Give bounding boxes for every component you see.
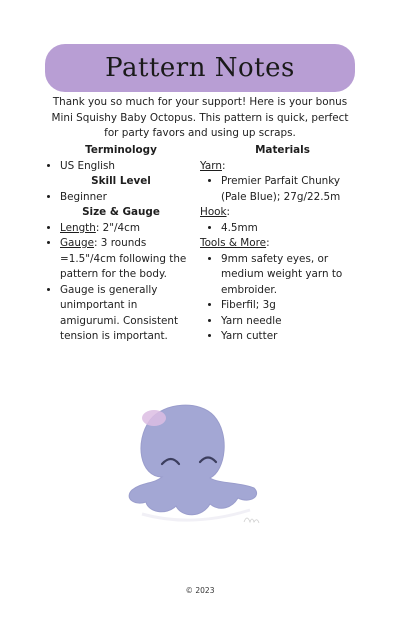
size-gauge-list bbox=[46, 221, 196, 345]
left-column bbox=[46, 143, 196, 345]
tools-section: Tools & More: bbox=[200, 237, 270, 249]
terminology-heading: Terminology bbox=[85, 144, 157, 156]
right-column bbox=[200, 143, 365, 345]
list-item: • Beginner bbox=[60, 190, 196, 206]
title-banner bbox=[45, 44, 355, 92]
yarn-label: Yarn bbox=[200, 159, 222, 172]
skill-level-heading: Skill Level bbox=[91, 175, 151, 187]
head-highlight bbox=[142, 410, 166, 426]
length-label: Length bbox=[60, 221, 96, 234]
gauge-value: : 3 rounds =1.5"/4cm following the pattern for the body. bbox=[60, 237, 187, 280]
list-item: • 9mm safety eyes, or medium weight yarn to embroider. bbox=[221, 252, 365, 299]
octopus-illustration bbox=[122, 392, 272, 542]
list-item: • Yarn cutter bbox=[221, 329, 365, 345]
list-item bbox=[60, 236, 196, 283]
hook-list bbox=[200, 221, 365, 237]
terminology-list bbox=[46, 159, 196, 175]
list-item: • 4.5mm bbox=[221, 221, 365, 237]
list-item bbox=[60, 221, 196, 237]
size-gauge-heading: Size & Gauge bbox=[82, 206, 160, 218]
copyright-footer: © 2023 bbox=[185, 586, 215, 595]
yarn-list bbox=[200, 174, 365, 205]
list-item: • Fiberfil; 3g bbox=[221, 298, 365, 314]
tools-list bbox=[200, 252, 365, 345]
materials-heading: Materials bbox=[255, 144, 310, 156]
length-value: : 2"/4cm bbox=[95, 221, 140, 234]
yarn-section: Yarn: bbox=[200, 159, 226, 172]
tools-label: Tools & More bbox=[200, 237, 267, 249]
list-item: • Premier Parfait Chunky (Pale Blue); 27g/22.5m bbox=[221, 174, 365, 205]
hook-label: Hook bbox=[200, 206, 227, 218]
list-item: • Yarn needle bbox=[221, 314, 365, 330]
skill-level-list bbox=[46, 190, 196, 206]
intro-paragraph: Thank you so much for your support! Here is your bonus Mini Squishy Baby Octopus. This pattern is quick, perfect for party favors and using up scraps. bbox=[51, 96, 349, 139]
list-item: • US English bbox=[60, 159, 196, 175]
page-title: Pattern Notes bbox=[105, 53, 295, 83]
list-item: • Gauge is generally unimportant in amigurumi. Consistent tension is important. bbox=[60, 283, 196, 345]
hook-section: Hook: bbox=[200, 206, 231, 218]
gauge-label: Gauge bbox=[60, 237, 94, 249]
artist-signature bbox=[244, 518, 259, 523]
